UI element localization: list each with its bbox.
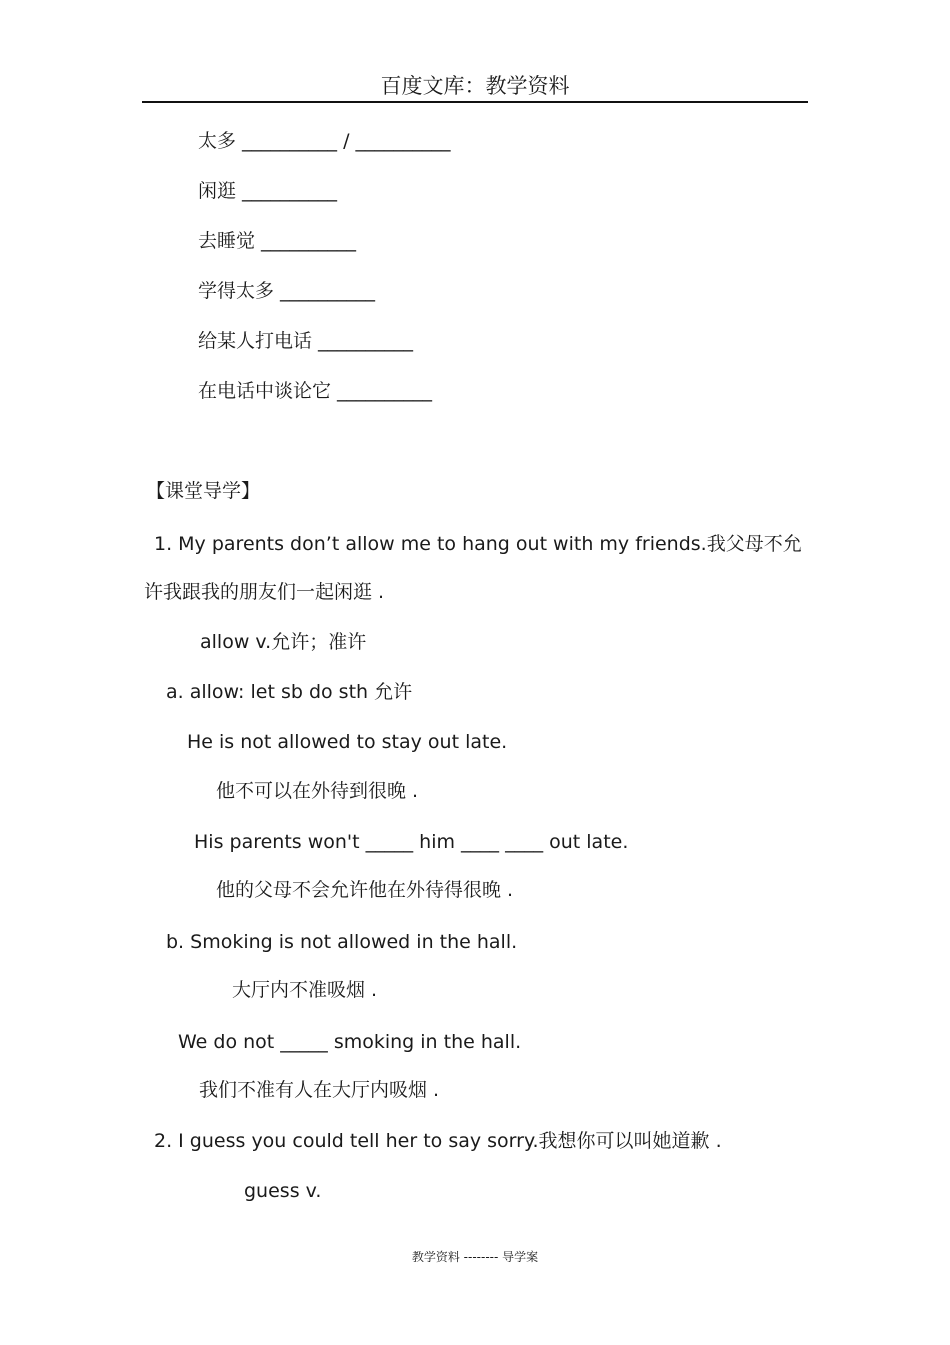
- usage-b: b. Smoking is not allowed in the hall.: [166, 931, 518, 953]
- vocab-item: 闲逛 __________: [198, 180, 338, 202]
- vocab-item: 给某人打电话 __________: [198, 330, 414, 352]
- fill-blank-exercise: His parents won't _____ him ____ ____ out late.: [194, 831, 629, 853]
- page-footer: 教学资料 -------- 导学案: [411, 1250, 539, 1264]
- exercise-translation: 他的父母不会允许他在外待得很晚 .: [216, 879, 514, 901]
- vocab-item: 在电话中谈论它 __________: [198, 380, 433, 402]
- usage-a: a. allow: let sb do sth 允许: [166, 681, 413, 703]
- sentence-1-translation: 许我跟我的朋友们一起闲逛 .: [144, 581, 385, 603]
- sentence-1: 1. My parents don’t allow me to hang out with my friends.我父母不允: [154, 533, 802, 555]
- exercise-translation: 我们不准有人在大厅内吸烟 .: [199, 1079, 440, 1101]
- fill-blank-exercise: We do not _____ smoking in the hall.: [178, 1031, 522, 1053]
- page-header-title: 百度文库：教学资料: [380, 74, 570, 98]
- word-definition: guess v.: [244, 1180, 322, 1202]
- section-title: 【课堂导学】: [146, 480, 261, 502]
- vocab-item: 太多 __________ / __________: [198, 130, 451, 152]
- word-definition: allow v.允许；准许: [200, 631, 367, 653]
- example-translation: 他不可以在外待到很晚 .: [216, 780, 419, 802]
- sentence-2: 2. I guess you could tell her to say sorry.我想你可以叫她道歉 .: [154, 1130, 722, 1152]
- vocab-item: 学得太多 __________: [198, 280, 376, 302]
- example-translation: 大厅内不准吸烟 .: [232, 979, 378, 1001]
- header-divider: [142, 101, 808, 103]
- vocab-item: 去睡觉 __________: [198, 230, 357, 252]
- example-sentence: He is not allowed to stay out late.: [187, 731, 508, 753]
